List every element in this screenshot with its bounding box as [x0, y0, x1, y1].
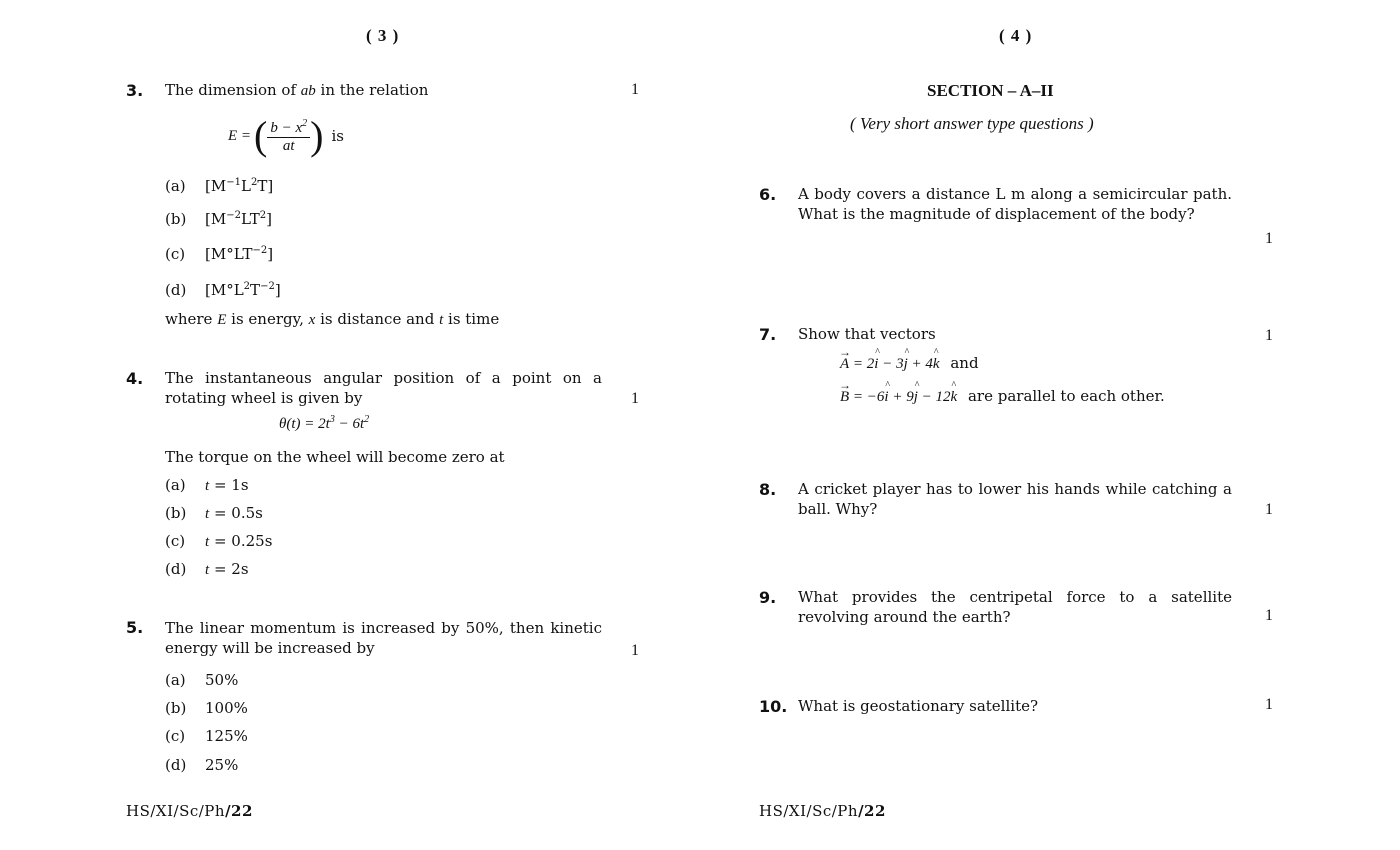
q3-text-pre: The dimension of [165, 81, 301, 99]
q3-option-b: (b) $[M^{-2}LT^2]$ [165, 210, 272, 228]
q3-option-c: (c) $[M^\circ LT^{-2}]$ [165, 245, 274, 263]
q4-option-b: (b) t = 0.5s [165, 504, 263, 522]
q3-formula-numerator: $b - x^2$ [267, 118, 310, 138]
q3-formula-tail: is [331, 127, 344, 145]
question-9-mark: 1 [1265, 607, 1273, 624]
question-number-10: 10. [759, 697, 788, 716]
q4-subtext: The torque on the wheel will become zero at [165, 448, 505, 466]
right-footer-code: HS/XI/Sc/Ph/22 [759, 802, 886, 820]
question-number-8: 8. [759, 480, 777, 499]
q4-option-a: (a) t = 1s [165, 476, 249, 494]
q3-formula-denominator: at [282, 137, 295, 154]
question-9-text: What provides the centripetal force to a satellite revolving around the earth? [798, 588, 1232, 626]
question-4-mark: 1 [631, 390, 639, 407]
question-7-text: Show that vectors [798, 325, 936, 343]
q5-option-d: (d) 25% [165, 756, 239, 774]
q3-text-post: in the relation [315, 81, 429, 99]
question-number-5: 5. [126, 618, 144, 637]
question-8-text: A cricket player has to lower his hands while catching a ball. Why? [798, 480, 1232, 518]
question-number-9: 9. [759, 588, 777, 607]
question-number-4: 4. [126, 369, 144, 388]
q3-formula [228, 108, 344, 164]
q3-formula-right-paren: ) [310, 113, 324, 158]
q3-formula-lhs: E = [228, 127, 252, 144]
q3-option-d: (d) $[M^\circ L^2T^{-2}]$ [165, 281, 281, 299]
q3-formula-left-paren: ( [254, 113, 268, 158]
section-title: SECTION – A–II [927, 81, 1054, 100]
q7-vector-a: → A = 2^ i − 3^ j + 4^ k and [840, 354, 979, 373]
question-number-7: 7. [759, 325, 777, 344]
q3-option-a: (a) $[M^{-1}L^2T]$ [165, 177, 274, 195]
question-3-mark: 1 [631, 81, 639, 98]
question-5-text: The linear momentum is increased by 50%, then kinetic energy will be increased by [165, 619, 602, 657]
left-page-number: ( 3 ) [366, 26, 400, 45]
question-10-text: What is geostationary satellite? [798, 697, 1039, 715]
q7-vector-b: → B = −6^ i + 9^ j − 12^ k are parallel to each other. [840, 387, 1165, 406]
question-5-mark: 1 [631, 642, 639, 659]
q5-option-c: (c) 125% [165, 727, 248, 745]
question-number-6: 6. [759, 185, 777, 204]
question-6-text: A body covers a distance L m along a semicircular path. What is the magnitude of displacement of the body? [798, 185, 1232, 223]
q3-text-ab: ab [300, 83, 316, 99]
question-6-mark: 1 [1265, 230, 1273, 247]
question-8-mark: 1 [1265, 501, 1273, 518]
q5-option-b: (b) 100% [165, 699, 248, 717]
q3-note: where E is energy, x is distance and t is time [165, 310, 500, 328]
section-subtitle: ( Very short answer type questions ) [850, 114, 1094, 133]
question-10-mark: 1 [1265, 696, 1273, 713]
question-7-mark: 1 [1265, 327, 1273, 344]
question-number-3: 3. [126, 81, 144, 100]
q4-option-c: (c) t = 0.25s [165, 532, 273, 550]
right-page-number: ( 4 ) [999, 26, 1033, 45]
q4-option-d: (d) t = 2s [165, 560, 249, 578]
q3-formula-fraction [267, 118, 310, 155]
question-3-text [165, 80, 605, 101]
left-footer-code: HS/XI/Sc/Ph/22 [126, 802, 253, 820]
q4-formula: $\theta(t) = 2t^3 - 6t^2$ [279, 414, 370, 432]
q5-option-a: (a) 50% [165, 671, 239, 689]
question-4-text: The instantaneous angular position of a point on a rotating wheel is given by [165, 369, 602, 407]
